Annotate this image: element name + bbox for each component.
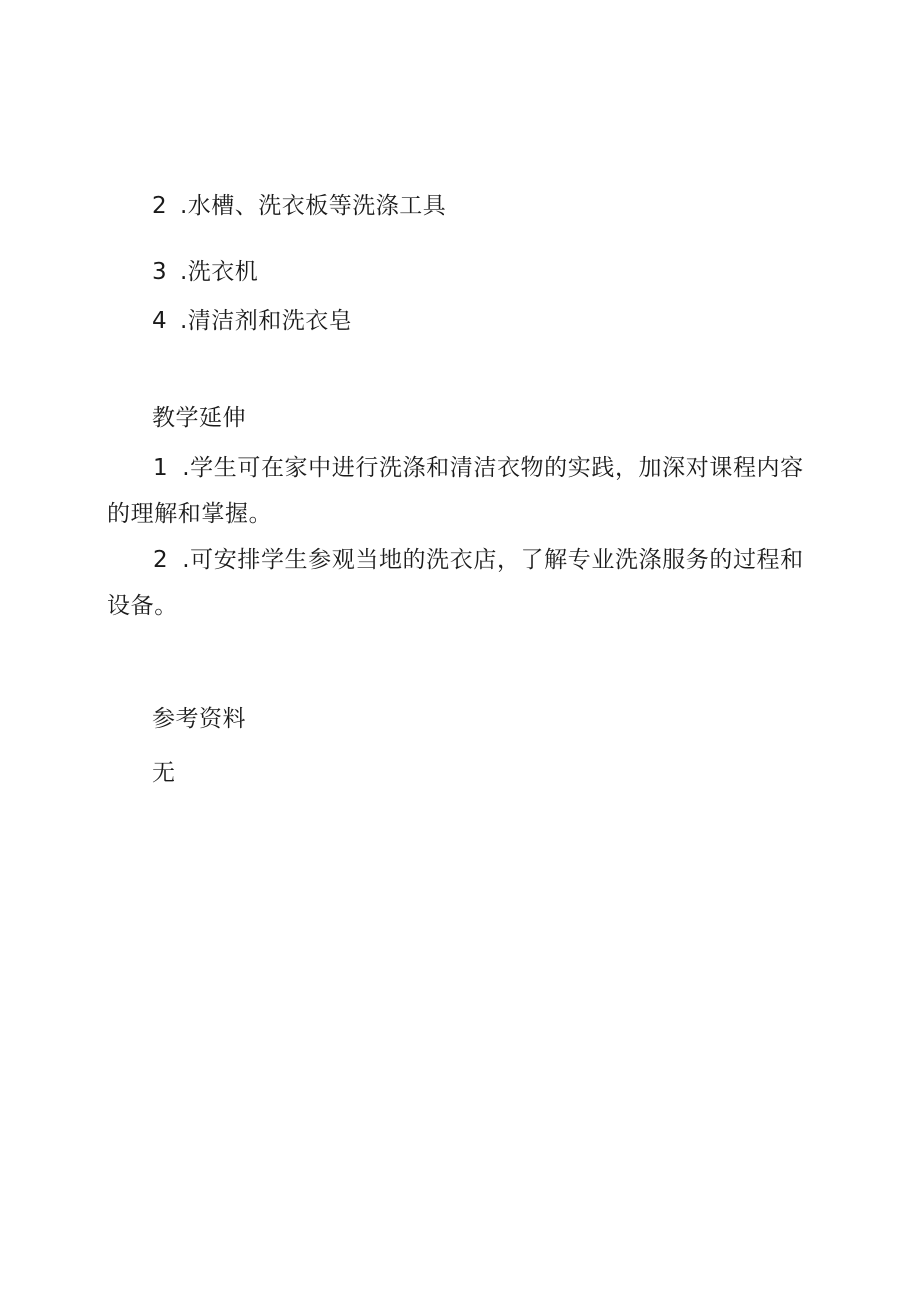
extension-heading: 教学延伸 [152, 405, 246, 431]
list-number: 2 [153, 547, 169, 573]
extension-item-2 [107, 537, 817, 629]
list-number: 1 [153, 455, 169, 481]
list-number: 4 [152, 308, 168, 334]
materials-item-4 [152, 306, 352, 336]
list-number: 3 [152, 259, 168, 285]
list-number: 2 [152, 193, 168, 219]
list-text: .清洁剂和洗衣皂 [180, 308, 353, 334]
references-content: 无 [152, 760, 176, 786]
list-text: .水槽、洗衣板等洗涤工具 [180, 193, 447, 219]
references-heading: 参考资料 [152, 706, 246, 732]
materials-item-3 [152, 257, 258, 287]
list-text: .洗衣机 [180, 259, 259, 285]
extension-item-1 [107, 445, 817, 537]
materials-item-2 [152, 191, 446, 221]
list-text: .可安排学生参观当地的洗衣店，了解专业洗涤服务的过程和设备。 [107, 547, 804, 619]
list-text: .学生可在家中进行洗涤和清洁衣物的实践，加深对课程内容的理解和掌握。 [107, 455, 804, 527]
